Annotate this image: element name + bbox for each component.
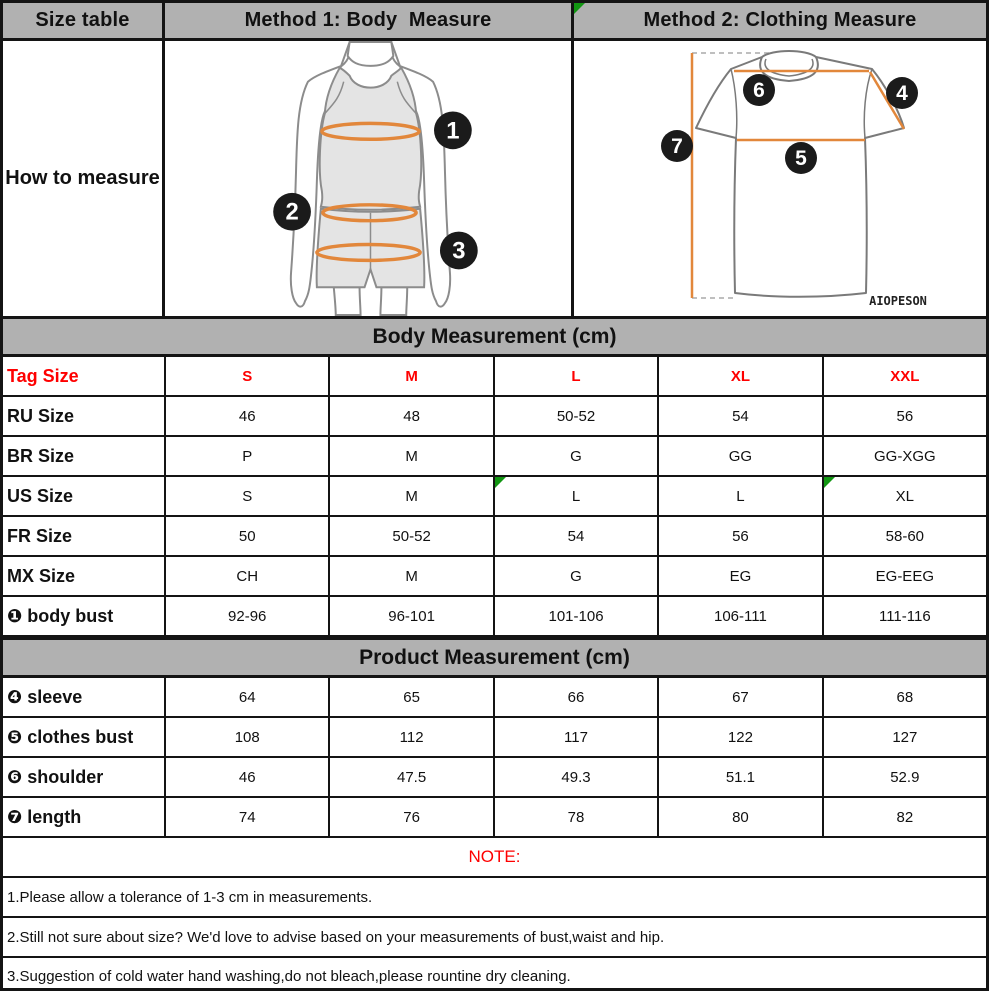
left-leg (334, 287, 361, 315)
cell: EG (659, 557, 823, 595)
cell: 46 (166, 397, 330, 435)
cell: 80 (659, 798, 823, 836)
cell: 52.9 (890, 768, 920, 786)
cell: 82 (896, 808, 914, 826)
green-corner-flag-icon (574, 3, 585, 14)
fr-size-row (3, 517, 986, 557)
note-item-1: 1.Please allow a tolerance of 1-3 cm in measurements. (3, 878, 986, 918)
product-measurement-title: Product Measurement (cm) (3, 637, 986, 678)
method1-header: Method 1: Body Measure (165, 3, 574, 41)
marker-7-number: 7 (671, 135, 683, 158)
cell: 65 (330, 678, 494, 716)
how-to-measure-label: How to measure (3, 41, 165, 316)
body-measurement-title: Body Measurement (cm) (3, 316, 986, 357)
cell: 68 (896, 688, 914, 706)
size-col-xxl: XXL (890, 367, 920, 385)
row-label: ❶ body bust (3, 597, 166, 635)
body-measure-cell (165, 41, 574, 316)
cell: G (495, 557, 659, 595)
mx-size-row (3, 557, 986, 597)
cell: 74 (166, 798, 330, 836)
right-leg (380, 287, 407, 315)
cell-text: L (571, 487, 581, 505)
us-size-row (3, 477, 986, 517)
title-row (3, 3, 986, 41)
body-bust-row (3, 597, 986, 637)
clothes-bust-row (3, 718, 986, 758)
method2-header-label: Method 2: Clothing Measure (643, 9, 917, 31)
note-item-2: 2.Still not sure about size? We'd love to advise based on your measurements of bust,waist and hip. (3, 918, 986, 958)
cell-text: XL (895, 487, 914, 505)
row-label: US Size (3, 477, 166, 515)
shoulder-row (3, 758, 986, 798)
row-label: ❹ sleeve (3, 678, 166, 716)
marker-1 (434, 111, 472, 149)
clothing-measure-cell (574, 41, 986, 316)
marker-4 (886, 77, 918, 109)
row-label: ❼ length (3, 798, 166, 836)
cell: EG-EEG (875, 567, 934, 585)
cell: 92-96 (166, 597, 330, 635)
cell: 96-101 (330, 597, 494, 635)
cell: 58-60 (885, 527, 925, 545)
cell: 56 (659, 517, 823, 555)
sleeve-row (3, 678, 986, 718)
note-title: NOTE: (3, 838, 986, 878)
cell: 76 (330, 798, 494, 836)
row-label: Tag Size (3, 357, 166, 395)
size-table-header: Size table (3, 3, 165, 41)
cell: 64 (166, 678, 330, 716)
cell: 51.1 (659, 758, 823, 796)
cell: 111-116 (878, 607, 931, 625)
clothing-measure-diagram (574, 41, 986, 316)
cell: 47.5 (330, 758, 494, 796)
marker-3-number: 3 (452, 237, 466, 265)
tag-size-row (3, 357, 986, 397)
cell: 127 (892, 728, 918, 746)
cell: 50-52 (495, 397, 659, 435)
cell: 48 (330, 397, 494, 435)
marker-5-number: 5 (795, 147, 807, 170)
cell: 46 (166, 758, 330, 796)
cell: GG (659, 437, 823, 475)
size-col-s: S (166, 357, 330, 395)
cell: 117 (495, 718, 659, 756)
marker-1-number: 1 (446, 117, 460, 145)
size-col-xl: XL (659, 357, 823, 395)
marker-7 (661, 130, 693, 162)
cell: 108 (166, 718, 330, 756)
row-label: BR Size (3, 437, 166, 475)
cell: 50 (166, 517, 330, 555)
marker-4-number: 4 (896, 82, 908, 105)
size-col-m: M (330, 357, 494, 395)
diagram-row (3, 41, 986, 316)
cell: M (330, 477, 494, 515)
cell: 56 (896, 407, 914, 425)
cell: 54 (659, 397, 823, 435)
cell: S (166, 477, 330, 515)
green-corner-flag-icon (824, 477, 835, 488)
cell: 122 (659, 718, 823, 756)
row-label: ❻ shoulder (3, 758, 166, 796)
method2-header (574, 3, 986, 41)
row-label: ❺ clothes bust (3, 718, 166, 756)
cell (495, 477, 659, 515)
marker-2-number: 2 (285, 198, 299, 226)
cell: CH (166, 557, 330, 595)
note-item-3: 3.Suggestion of cold water hand washing,do not bleach,please rountine dry cleaning. (7, 967, 571, 985)
marker-6-number: 6 (753, 79, 765, 102)
row-label: FR Size (3, 517, 166, 555)
cell (824, 477, 986, 515)
product-measurement-table (3, 678, 986, 838)
marker-6 (743, 74, 775, 106)
row-label: MX Size (3, 557, 166, 595)
cell: 49.3 (495, 758, 659, 796)
cell: M (330, 437, 494, 475)
cell: 106-111 (659, 597, 823, 635)
cell: GG-XGG (873, 447, 936, 465)
length-row (3, 798, 986, 838)
row-label: RU Size (3, 397, 166, 435)
cell: 66 (495, 678, 659, 716)
marker-3 (440, 232, 478, 270)
green-corner-flag-icon (495, 477, 506, 488)
size-col-l: L (495, 357, 659, 395)
cell: 50-52 (330, 517, 494, 555)
cell: 54 (495, 517, 659, 555)
body-measure-diagram (165, 41, 574, 316)
neck (348, 42, 394, 66)
cell: P (166, 437, 330, 475)
brand-text: AIOPESON (869, 294, 927, 308)
cell: 78 (495, 798, 659, 836)
br-size-row (3, 437, 986, 477)
cell: 101-106 (495, 597, 659, 635)
marker-2 (273, 193, 311, 231)
ru-size-row (3, 397, 986, 437)
cell: G (495, 437, 659, 475)
cell: M (330, 557, 494, 595)
cell: L (659, 477, 823, 515)
cell: 67 (659, 678, 823, 716)
marker-5 (785, 142, 817, 174)
cell: 112 (330, 718, 494, 756)
body-measurement-table (3, 357, 986, 637)
